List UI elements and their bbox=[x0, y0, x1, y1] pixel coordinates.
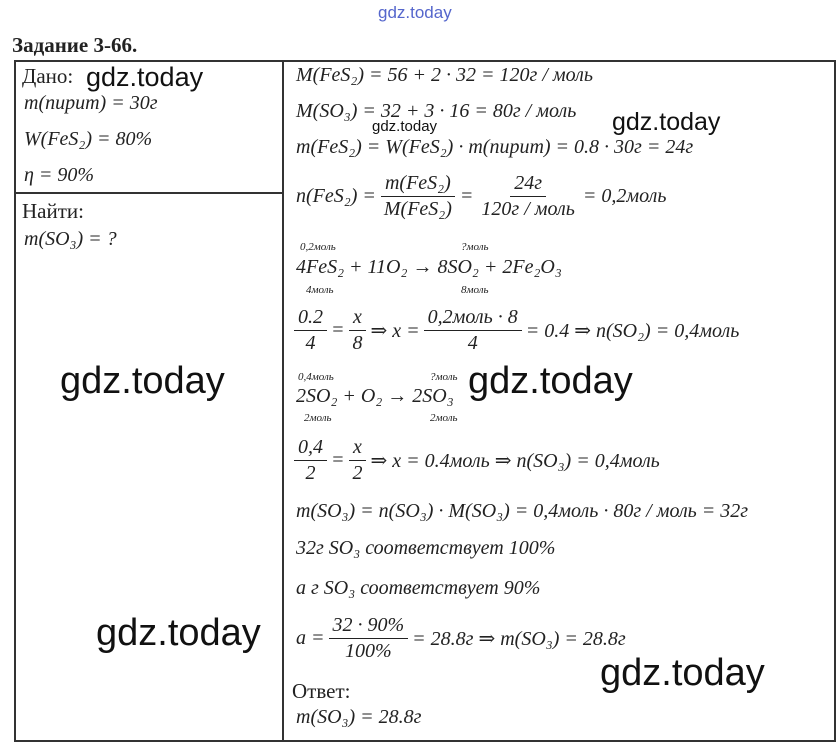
proportion3-result: = 28.8г ⇒ m(SO₃) = 28.8г bbox=[412, 628, 626, 650]
given-pyrite-mass: m(пирит) = 30г bbox=[24, 92, 158, 114]
reaction2-above-right: ?моль bbox=[430, 371, 458, 383]
proportion1-mid: ⇒ x = bbox=[370, 320, 420, 342]
fraction-values bbox=[477, 172, 578, 221]
proportion1-result: = 0.4 ⇒ n(SO₂) = 0,4моль bbox=[525, 320, 740, 342]
fraction-numerator: 0.2 bbox=[294, 306, 327, 331]
fraction-numerator: x bbox=[349, 306, 366, 331]
correspondence-90: a г SO₃ соответствует 90% bbox=[296, 577, 541, 599]
reaction1-above-left: 0,2моль bbox=[300, 241, 336, 253]
correspondence-100: 32г SO₃ соответствует 100% bbox=[296, 537, 556, 559]
watermark: gdz.today bbox=[468, 360, 633, 402]
table-right-border bbox=[834, 60, 836, 742]
table-left-border bbox=[14, 60, 16, 742]
fraction-x-calc bbox=[424, 306, 522, 355]
proportion1-line bbox=[294, 306, 739, 355]
fraction-ratio-left bbox=[294, 306, 327, 355]
reaction2-below-right: 2моль bbox=[430, 412, 458, 424]
given-fes2-fraction: W(FeS₂) = 80% bbox=[24, 128, 153, 150]
find-label: Найти: bbox=[22, 199, 84, 223]
equals-sign: = bbox=[331, 319, 345, 341]
column-divider bbox=[282, 60, 284, 742]
moles-fes2-lhs: n(FeS₂) = bbox=[296, 185, 376, 207]
watermark: gdz.today bbox=[372, 118, 438, 135]
fraction-denominator: 120г / моль bbox=[481, 198, 575, 220]
fraction-denominator: M(FeS₂) bbox=[383, 198, 452, 220]
mass-so3-theoretical: m(SO₃) = n(SO₃) · M(SO₃) = 0,4моль · 80г / моль = 32г bbox=[296, 500, 749, 522]
watermark: gdz.today bbox=[86, 62, 204, 92]
page-title: Задание 3-66. bbox=[12, 33, 138, 57]
table-bottom-border bbox=[14, 740, 836, 742]
fraction-ratio-right bbox=[349, 306, 367, 355]
equals-sign: = bbox=[331, 449, 345, 471]
reaction2-above-left: 0,4моль bbox=[298, 371, 334, 383]
given-yield: η = 90% bbox=[24, 164, 95, 186]
fraction-numerator: x bbox=[349, 436, 366, 461]
fraction-numerator: 32 · 90% bbox=[329, 614, 409, 639]
fraction-numerator: 24г bbox=[510, 172, 546, 197]
fraction-ratio-left bbox=[294, 436, 327, 485]
given-label: Дано: bbox=[22, 64, 74, 88]
answer-value: m(SO₃) = 28.8г bbox=[296, 706, 422, 728]
watermark: gdz.today bbox=[600, 652, 765, 694]
fraction-denominator: 4 bbox=[305, 332, 316, 354]
find-so3-mass: m(SO₃) = ? bbox=[24, 228, 117, 250]
fraction-m-over-M bbox=[380, 172, 456, 221]
reaction2-below-left: 2моль bbox=[304, 412, 332, 424]
proportion3-lhs: a = bbox=[296, 627, 325, 649]
proportion3-line bbox=[296, 614, 626, 663]
reaction1-above-right: ?моль bbox=[461, 241, 489, 253]
fraction-denominator: 100% bbox=[345, 640, 392, 662]
fraction-numerator: 0,4 bbox=[294, 436, 327, 461]
fraction-numerator: 0,2моль · 8 bbox=[424, 306, 522, 331]
fraction-denominator: 8 bbox=[352, 332, 363, 354]
fraction-numerator: m(FeS₂) bbox=[381, 172, 455, 197]
moles-fes2-result: = 0,2моль bbox=[582, 185, 667, 207]
watermark-top: gdz.today bbox=[378, 3, 452, 22]
fraction-ratio-right bbox=[349, 436, 367, 485]
reaction2-equation: 2SO₂ + O₂ → 2SO₃ bbox=[296, 385, 454, 407]
proportion2-result: ⇒ x = 0.4моль ⇒ n(SO₃) = 0,4моль bbox=[370, 450, 660, 472]
fraction-denominator: 2 bbox=[305, 462, 316, 484]
watermark: gdz.today bbox=[60, 360, 225, 402]
reaction1-below-right: 8моль bbox=[461, 284, 489, 296]
reaction1-below-left: 4моль bbox=[306, 284, 334, 296]
molar-mass-fes2: M(FeS₂) = 56 + 2 · 32 = 120г / моль bbox=[296, 64, 593, 86]
given-find-divider bbox=[14, 192, 282, 194]
molar-mass-so3: M(SO₃) = 32 + 3 · 16 = 80г / моль bbox=[296, 100, 577, 122]
watermark: gdz.today bbox=[96, 612, 261, 654]
proportion2-line bbox=[294, 436, 660, 485]
watermark: gdz.today bbox=[612, 108, 721, 136]
fraction-denominator: 2 bbox=[352, 462, 363, 484]
answer-label: Ответ: bbox=[292, 679, 351, 703]
equals-sign: = bbox=[459, 185, 474, 207]
fraction-percent bbox=[329, 614, 409, 663]
fraction-denominator: 4 bbox=[467, 332, 478, 354]
reaction1-equation: 4FeS₂ + 11O₂ → 8SO₂ + 2Fe₂O₃ bbox=[296, 256, 562, 278]
mass-fes2: m(FeS₂) = W(FeS₂) · m(пирит) = 0.8 · 30г = 24г bbox=[296, 136, 694, 158]
moles-fes2-line bbox=[296, 172, 666, 221]
